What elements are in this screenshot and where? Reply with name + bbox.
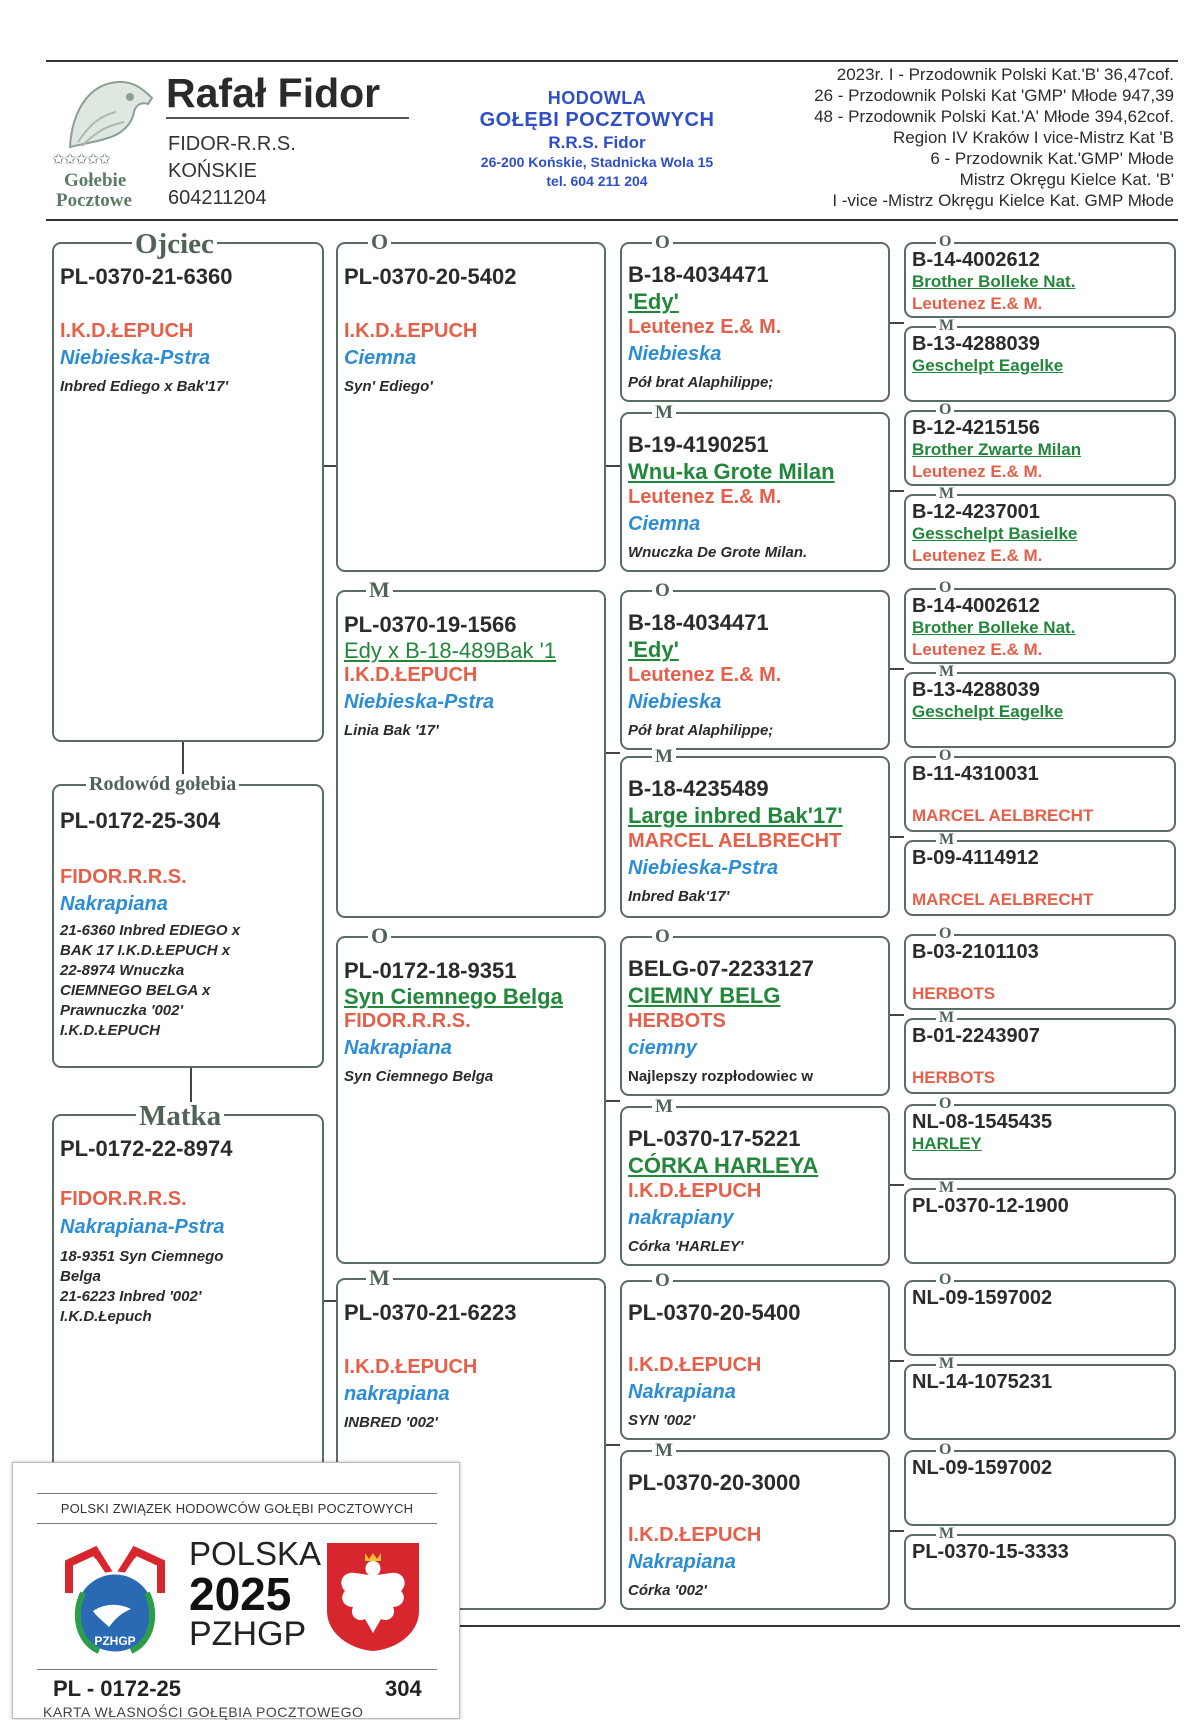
- father-breeder: I.K.D.ŁEPUCH: [60, 320, 194, 342]
- sex-label-o: O: [368, 925, 391, 947]
- sex-label-m: M: [366, 579, 393, 601]
- sex-label-o: O: [936, 1096, 954, 1112]
- ggp-breeder: Leutenez E.& M.: [628, 316, 782, 338]
- gggp-name: Gesschelpt Basielke: [912, 524, 1078, 543]
- gggp-box: [904, 1355, 1176, 1440]
- ggp-desc: Córka 'HARLEY': [628, 1238, 744, 1255]
- mother-desc-line: I.K.D.Łepuch: [60, 1308, 152, 1325]
- gggp-breeder: Leutenez E.& M.: [912, 462, 1043, 481]
- achievement-line: 48 - Przodownik Polski Kat.'A' Młode 394,62cof.: [814, 107, 1174, 126]
- gggp-ring: B-14-4002612: [912, 595, 1040, 617]
- sex-label-m: M: [652, 1097, 676, 1116]
- subject-desc-line: Prawnuczka '002': [60, 1002, 184, 1019]
- subject-color: Nakrapiana: [60, 893, 168, 915]
- gggp-ring: NL-09-1597002: [912, 1287, 1053, 1309]
- connector: [606, 1444, 620, 1446]
- logo-stars: ✩✩✩✩✩: [52, 150, 110, 168]
- gggp-box: [904, 1525, 1176, 1610]
- gggp-ring: B-01-2243907: [912, 1025, 1040, 1047]
- sex-label-o: O: [936, 580, 954, 596]
- great-grandparent-box: [620, 232, 890, 402]
- sex-label-m: M: [936, 1356, 957, 1372]
- mother-color: Nakrapiana-Pstra: [60, 1216, 225, 1238]
- connector: [890, 1360, 904, 1362]
- gggp-breeder: HERBOTS: [912, 1068, 996, 1087]
- gggp-box: [904, 1095, 1176, 1180]
- gggp-box: [904, 317, 1176, 402]
- gp-breeder: FIDOR.R.R.S.: [344, 1010, 471, 1032]
- gp-name: Syn Ciemnego Belga: [344, 984, 563, 1009]
- gggp-name: Geschelpt Eagelke: [912, 702, 1064, 721]
- gggp-box: [904, 1271, 1176, 1356]
- father-color: Niebieska-Pstra: [60, 347, 211, 369]
- gp-breeder: I.K.D.ŁEPUCH: [344, 320, 478, 342]
- loft-name: FIDOR-R.R.S.: [168, 133, 296, 155]
- grandparent-box: [336, 923, 606, 1264]
- ggp-desc: Najlepszy rozpłodowiec w: [628, 1068, 814, 1085]
- sex-label-m: M: [366, 1267, 393, 1289]
- pigeon-head-icon: [60, 72, 160, 152]
- gp-ring: PL-0370-19-1566: [344, 612, 517, 637]
- ggp-ring: B-19-4190251: [628, 432, 769, 457]
- sex-label-m: M: [936, 318, 957, 334]
- ggp-ring: B-18-4034471: [628, 610, 769, 635]
- card-ring-prefix: PL - 0172-25: [53, 1676, 182, 1701]
- subject-desc-line: I.K.D.ŁEPUCH: [60, 1022, 161, 1039]
- achievement-line: Mistrz Okręgu Kielce Kat. 'B': [959, 170, 1174, 189]
- gp-color: Niebieska-Pstra: [344, 691, 495, 713]
- gggp-breeder: Leutenez E.& M.: [912, 546, 1043, 565]
- father-desc: Inbred Ediego x Bak'17': [60, 378, 229, 395]
- sex-label-m: M: [936, 1180, 957, 1196]
- ggp-desc: Córka '002': [628, 1582, 707, 1599]
- ggp-name: CÓRKA HARLEYA: [628, 1153, 819, 1178]
- card-country: POLSKA: [189, 1535, 322, 1572]
- mother-desc-line: Belga: [60, 1268, 101, 1285]
- ggp-breeder: HERBOTS: [628, 1010, 726, 1032]
- mother-ring: PL-0172-22-8974: [60, 1136, 233, 1161]
- mother-label: Matka: [136, 1102, 224, 1131]
- ggp-color: Niebieska: [628, 343, 722, 365]
- sex-label-o: O: [652, 927, 673, 946]
- gggp-ring: NL-09-1597002: [912, 1457, 1053, 1479]
- gggp-ring: B-11-4310031: [912, 763, 1039, 785]
- gggp-box: [904, 401, 1176, 486]
- gggp-breeder: MARCEL AELBRECHT: [912, 806, 1094, 825]
- achievement-line: Region IV Kraków I vice-Mistrz Kat 'B: [893, 128, 1174, 147]
- gggp-breeder: Leutenez E.& M.: [912, 294, 1043, 313]
- sex-label-m: M: [936, 1526, 957, 1542]
- stamp-line-4: 26-200 Końskie, Stadnicka Wola 15: [480, 154, 714, 170]
- sex-label-m: M: [936, 1010, 957, 1026]
- sex-label-m: M: [652, 747, 676, 766]
- gggp-breeder: HERBOTS: [912, 984, 996, 1003]
- gp-desc: Linia Bak '17': [344, 722, 439, 739]
- gggp-ring: PL-0370-15-3333: [912, 1541, 1069, 1563]
- gggp-box: [904, 1441, 1176, 1526]
- connector: [890, 1184, 904, 1186]
- ggp-desc: Pół brat Alaphilippe;: [628, 722, 774, 739]
- father-box: [52, 228, 324, 742]
- gggp-box: [904, 747, 1176, 832]
- gggp-ring: NL-08-1545435: [912, 1111, 1053, 1133]
- gggp-ring: B-09-4114912: [912, 847, 1039, 869]
- ggp-color: Nakrapiana: [628, 1381, 736, 1403]
- card-mid-line: [37, 1523, 437, 1524]
- ggp-name: 'Edy': [628, 289, 679, 314]
- grandparent-box: [336, 229, 606, 572]
- mother-box: [52, 1100, 324, 1474]
- ggp-color: Ciemna: [628, 513, 701, 535]
- gp-breeder: I.K.D.ŁEPUCH: [344, 664, 478, 686]
- sex-label-o: O: [936, 234, 954, 250]
- gggp-ring: PL-0370-12-1900: [912, 1195, 1069, 1217]
- gggp-box: [904, 233, 1176, 318]
- gggp-name: Brother Bolleke Nat.: [912, 618, 1076, 637]
- gggp-box: [904, 663, 1176, 748]
- stamp-line-1: HODOWLA: [547, 88, 647, 108]
- gp-breeder: I.K.D.ŁEPUCH: [344, 1356, 478, 1378]
- sex-label-m: M: [652, 403, 676, 422]
- ggp-desc: Inbred Bak'17': [628, 888, 730, 905]
- gp-ring: PL-0370-20-5402: [344, 264, 517, 289]
- subject-box: [52, 773, 324, 1068]
- connector: [606, 752, 620, 754]
- gggp-box: [904, 579, 1176, 664]
- gggp-ring: B-13-4288039: [912, 333, 1040, 355]
- pigeon-label: Rodowód gołebia: [86, 774, 239, 794]
- ggp-desc: SYN '002': [628, 1412, 696, 1429]
- card-top-line: [37, 1493, 437, 1494]
- bottom-rule: [420, 1625, 1180, 1627]
- ggp-color: Niebieska: [628, 691, 722, 713]
- gggp-ring: B-13-4288039: [912, 679, 1040, 701]
- stamp-line-2: GOŁĘBI POCZTOWYCH: [479, 109, 715, 131]
- great-grandparent-box: [620, 580, 890, 750]
- subject-desc-line: CIEMNEGO BELGA x: [60, 982, 211, 999]
- gggp-box: [904, 831, 1176, 916]
- sex-label-m: M: [936, 486, 957, 502]
- great-grandparent-box: [620, 746, 890, 918]
- sex-label-o: O: [652, 581, 673, 600]
- ggp-color: Nakrapiana: [628, 1551, 736, 1573]
- ggp-ring: PL-0370-20-3000: [628, 1470, 801, 1495]
- ggp-desc: Pół brat Alaphilippe;: [628, 374, 774, 391]
- achievement-line: 6 - Przodownik Kat.'GMP' Młode: [930, 149, 1174, 168]
- gp-ring: PL-0172-18-9351: [344, 958, 517, 983]
- gggp-ring: B-14-4002612: [912, 249, 1040, 271]
- ggp-ring: B-18-4034471: [628, 262, 769, 287]
- phone: 604211204: [168, 187, 267, 209]
- gp-color: nakrapiana: [344, 1383, 450, 1405]
- logo-text-1: Gołebie: [64, 170, 127, 191]
- connector: [890, 490, 904, 492]
- ggp-breeder: I.K.D.ŁEPUCH: [628, 1354, 762, 1376]
- gp-color: Nakrapiana: [344, 1037, 452, 1059]
- ggp-color: Niebieska-Pstra: [628, 857, 779, 879]
- gggp-ring: B-12-4237001: [912, 501, 1040, 523]
- achievement-line: I -vice -Mistrz Okręgu Kielce Kat. GMP Młode: [832, 191, 1174, 210]
- great-grandparent-box: [620, 1440, 890, 1610]
- connector: [890, 1014, 904, 1016]
- sex-label-o: O: [936, 748, 954, 764]
- connector: [890, 668, 904, 670]
- gggp-breeder: MARCEL AELBRECHT: [912, 890, 1094, 909]
- connector: [890, 1530, 904, 1532]
- gp-desc: Syn' Ediego': [344, 378, 433, 395]
- gggp-ring: NL-14-1075231: [912, 1371, 1053, 1393]
- achievements: [614, 64, 1174, 211]
- ggp-breeder: I.K.D.ŁEPUCH: [628, 1524, 762, 1546]
- ggp-breeder: I.K.D.ŁEPUCH: [628, 1180, 762, 1202]
- sex-label-o: O: [936, 402, 954, 418]
- stamp-line-3: R.R.S. Fidor: [548, 133, 646, 152]
- ggp-ring: PL-0370-17-5221: [628, 1126, 801, 1151]
- gggp-name: Brother Bolleke Nat.: [912, 272, 1076, 291]
- ggp-color: nakrapiany: [628, 1207, 734, 1229]
- gp-ring: PL-0370-21-6223: [344, 1300, 517, 1325]
- achievement-line: 26 - Przodownik Polski Kat 'GMP' Młode 947,39: [814, 86, 1174, 105]
- father-ring: PL-0370-21-6360: [60, 264, 233, 289]
- ggp-breeder: MARCEL AELBRECHT: [628, 830, 842, 852]
- gggp-name: Geschelpt Eagelke: [912, 356, 1064, 375]
- ggp-ring: PL-0370-20-5400: [628, 1300, 801, 1325]
- club-logo: [52, 72, 162, 212]
- subject-desc-line: 21-6360 Inbred EDIEGO x: [60, 922, 241, 939]
- gggp-box: [904, 925, 1176, 1010]
- card-org: PZHGP: [189, 1615, 307, 1653]
- mother-breeder: FIDOR.R.R.S.: [60, 1188, 187, 1210]
- header-bottom-rule: [46, 219, 1178, 221]
- subject-desc-line: 22-8974 Wnuczka: [60, 962, 185, 979]
- subject-breeder: FIDOR.R.R.S.: [60, 866, 187, 888]
- gp-color: Ciemna: [344, 347, 417, 369]
- gp-desc: INBRED '002': [344, 1414, 438, 1431]
- breeder-name: Rafał Fidor: [166, 70, 381, 116]
- connector: [606, 465, 620, 467]
- grandparent-box: [336, 577, 606, 918]
- gggp-box: [904, 1009, 1176, 1094]
- great-grandparent-box: [620, 1270, 890, 1440]
- gggp-box: [904, 485, 1176, 570]
- ggp-ring: B-18-4235489: [628, 776, 769, 801]
- breeder-name-underline: [166, 117, 409, 119]
- connector: [606, 1100, 620, 1102]
- city: KOŃSKIE: [168, 160, 257, 182]
- connector: [324, 1300, 336, 1302]
- father-label: Ojciec: [132, 230, 217, 259]
- sex-label-m: M: [652, 1441, 676, 1460]
- gp-name: Edy x B-18-489Bak '1: [344, 638, 557, 663]
- ggp-breeder: Leutenez E.& M.: [628, 486, 782, 508]
- card-ring-number: 304: [385, 1676, 422, 1701]
- great-grandparent-box: [620, 402, 890, 572]
- mother-desc-line: 18-9351 Syn Ciemnego: [60, 1248, 224, 1265]
- badge-text: PZHGP: [94, 1634, 136, 1648]
- polish-eagle-icon: [325, 1541, 421, 1653]
- sex-label-o: O: [936, 1272, 954, 1288]
- card-footer: KARTA WŁASNOŚCI GOŁĘBIA POCZTOWEGO: [43, 1704, 364, 1720]
- gggp-name: Brother Zwarte Milan: [912, 440, 1082, 459]
- sex-label-o: O: [652, 233, 673, 252]
- gggp-name: HARLEY: [912, 1134, 982, 1153]
- ggp-desc: Wnuczka De Grote Milan.: [628, 544, 808, 561]
- sex-label-m: M: [936, 832, 957, 848]
- gggp-ring: B-03-2101103: [912, 941, 1039, 963]
- achievement-line: 2023r. I - Przodownik Polski Kat.'B' 36,47cof.: [836, 65, 1174, 84]
- sex-label-o: O: [652, 1271, 673, 1290]
- connector: [890, 322, 904, 324]
- connector: [324, 465, 336, 467]
- ownership-card: [12, 1462, 460, 1719]
- ggp-ring: BELG-07-2233127: [628, 956, 814, 981]
- ggp-name: CIEMNY BELG: [628, 983, 781, 1008]
- gggp-ring: B-12-4215156: [912, 417, 1040, 439]
- subject-desc-line: BAK 17 I.K.D.ŁEPUCH x: [60, 942, 231, 959]
- subject-ring: PL-0172-25-304: [60, 808, 221, 833]
- ggp-name: 'Edy': [628, 637, 679, 662]
- card-lower-line: [37, 1669, 437, 1670]
- sex-label-o: O: [936, 1442, 954, 1458]
- connector: [890, 836, 904, 838]
- gggp-box: [904, 1179, 1176, 1264]
- sex-label-m: M: [936, 664, 957, 680]
- gp-desc: Syn Ciemnego Belga: [344, 1068, 494, 1085]
- top-rule: [46, 60, 1178, 62]
- ggp-name: Large inbred Bak'17': [628, 803, 843, 828]
- pzhgp-emblem-icon: [55, 1533, 175, 1663]
- stamp-line-5: tel. 604 211 204: [546, 173, 648, 189]
- mother-desc-line: 21-6223 Inbred '002': [60, 1288, 202, 1305]
- great-grandparent-box: [620, 1096, 890, 1266]
- association-name: POLSKI ZWIĄZEK HODOWCÓW GOŁĘBI POCZTOWYCH: [60, 1501, 414, 1516]
- ggp-color: ciemny: [628, 1037, 697, 1059]
- gggp-breeder: Leutenez E.& M.: [912, 640, 1043, 659]
- ggp-name: Wnu-ka Grote Milan: [628, 459, 835, 484]
- logo-text-2: Pocztowe: [56, 190, 132, 211]
- sex-label-o: O: [936, 926, 954, 942]
- ggp-breeder: Leutenez E.& M.: [628, 664, 782, 686]
- sex-label-o: O: [368, 231, 391, 253]
- great-grandparent-box: [620, 926, 890, 1096]
- card-year: 2025: [189, 1568, 292, 1620]
